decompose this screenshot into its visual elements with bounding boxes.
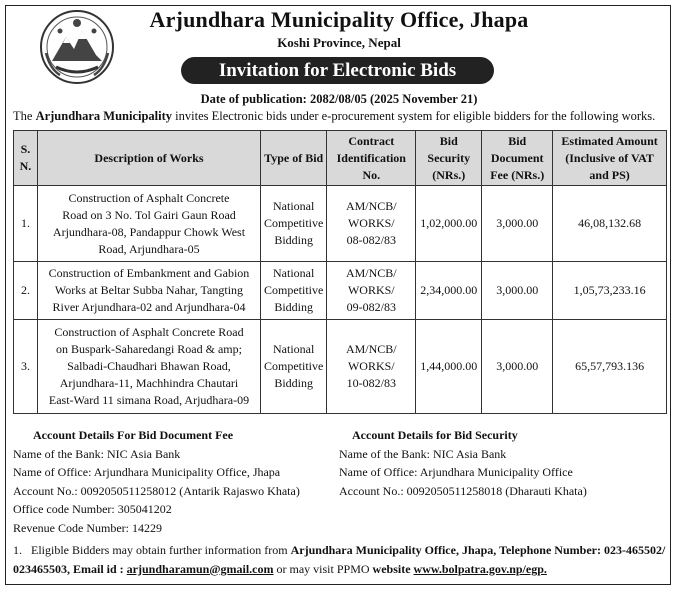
email-link[interactable]: arjundharamun@gmail.com xyxy=(126,561,274,576)
page-subtitle: Koshi Province, Nepal xyxy=(277,35,401,50)
header-sn: S. N. xyxy=(14,131,38,186)
cell-sn: 2. xyxy=(14,262,38,320)
cell-doc-fee: 3,000.00 xyxy=(482,320,553,414)
account-line: Name of Office: Arjundhara Municipality Office, Jhapa xyxy=(13,465,281,479)
intro-text: The Arjundhara Municipality invites Electronic bids under e-procurement system for eligible bidders for the following works. xyxy=(13,109,656,123)
account-fee-details xyxy=(13,426,320,537)
cell-doc-fee: 3,000.00 xyxy=(482,186,553,262)
cell-estimated-amount: 65,57,793.136 xyxy=(553,320,667,414)
account-line: Name of the Bank: NIC Asia Bank xyxy=(13,446,181,461)
account-security-heading: Account Details for Bid Security xyxy=(352,428,518,442)
cell-type: National Competitive Bidding xyxy=(261,186,327,262)
website-link[interactable]: www.bolpatra.gov.np/egp. xyxy=(413,561,547,576)
cell-type: National Competitive Bidding xyxy=(261,320,327,414)
account-security-details xyxy=(339,426,600,500)
publication-date: Date of publication: 2082/08/05 (2025 November 21) xyxy=(200,92,478,106)
cell-sn: 1. xyxy=(14,186,38,262)
header-doc-fee: Bid Document Fee (NRs.) xyxy=(482,131,553,186)
page-title: Arjundhara Municipality Office, Jhapa xyxy=(149,7,529,32)
notice-banner: Invitation for Electronic Bids xyxy=(181,57,494,84)
cell-type: National Competitive Bidding xyxy=(261,262,327,320)
header-description: Description of Works xyxy=(37,131,260,186)
cell-doc-fee: 3,000.00 xyxy=(482,262,553,320)
cell-bid-security: 2,34,000.00 xyxy=(416,262,482,320)
cell-contract-id: AM/NCB/ WORKS/ 09-082/83 xyxy=(327,262,416,320)
header-contract-id: Contract Identification No. xyxy=(327,131,416,186)
note: 1. Eligible Bidders may obtain further information from Arjundhara Municipality Office, Jhapa, Telephone Number: 023-465502/ 023465503, Email id : arjundharamun@gmail.com or may visit PPMO website www.bolpatra.gov.np/egp. xyxy=(13,543,666,576)
cell-description: Construction of Asphalt Concrete Road on 3 No. Tol Gairi Gaun Road Arjundhara-08, Pandappur Chowk West Road, Arjundhara-05 xyxy=(37,186,260,262)
account-line: Name of Office: Arjundhara Municipality Office xyxy=(339,465,573,479)
header-type: Type of Bid xyxy=(261,131,327,186)
cell-estimated-amount: 1,05,73,233.16 xyxy=(553,262,667,320)
header-bid-security: Bid Security (NRs.) xyxy=(416,131,482,186)
cell-contract-id: AM/NCB/ WORKS/ 08-082/83 xyxy=(327,186,416,262)
bids-table xyxy=(13,130,667,414)
table-row xyxy=(14,320,667,414)
cell-estimated-amount: 46,08,132.68 xyxy=(553,186,667,262)
cell-bid-security: 1,44,000.00 xyxy=(416,320,482,414)
cell-description: Construction of Embankment and Gabion Works at Beltar Subba Nahar, Tangting River Arjundhara-02 and Arjundhara-04 xyxy=(37,262,260,320)
account-line: Account No.: 0092050511258012 (Antarik Rajaswo Khata) xyxy=(13,483,300,498)
account-line: Account No.: 0092050511258018 (Dharauti Khata) xyxy=(339,483,587,498)
account-line: Revenue Code Number: 14229 xyxy=(13,520,162,535)
account-line: Name of the Bank: NIC Asia Bank xyxy=(339,446,507,461)
cell-sn: 3. xyxy=(14,320,38,414)
account-fee-heading: Account Details For Bid Document Fee xyxy=(33,428,234,442)
account-line: Office code Number: 305041202 xyxy=(13,502,172,516)
header-estimated-amount: Estimated Amount (Inclusive of VAT and PS) xyxy=(553,131,667,186)
table-row xyxy=(14,262,667,320)
cell-contract-id: AM/NCB/ WORKS/ 10-082/83 xyxy=(327,320,416,414)
table-header-row xyxy=(14,131,667,186)
cell-description: Construction of Asphalt Concrete Road on Buspark-Saharedangi Road & amp; Salbadi-Chaudhari Bhawan Road, Arjundhara-11, Machhindra Chautari East-Ward 11 simana Road, Arjudhara-09 xyxy=(37,320,260,414)
cell-bid-security: 1,02,000.00 xyxy=(416,186,482,262)
table-row xyxy=(14,186,667,262)
